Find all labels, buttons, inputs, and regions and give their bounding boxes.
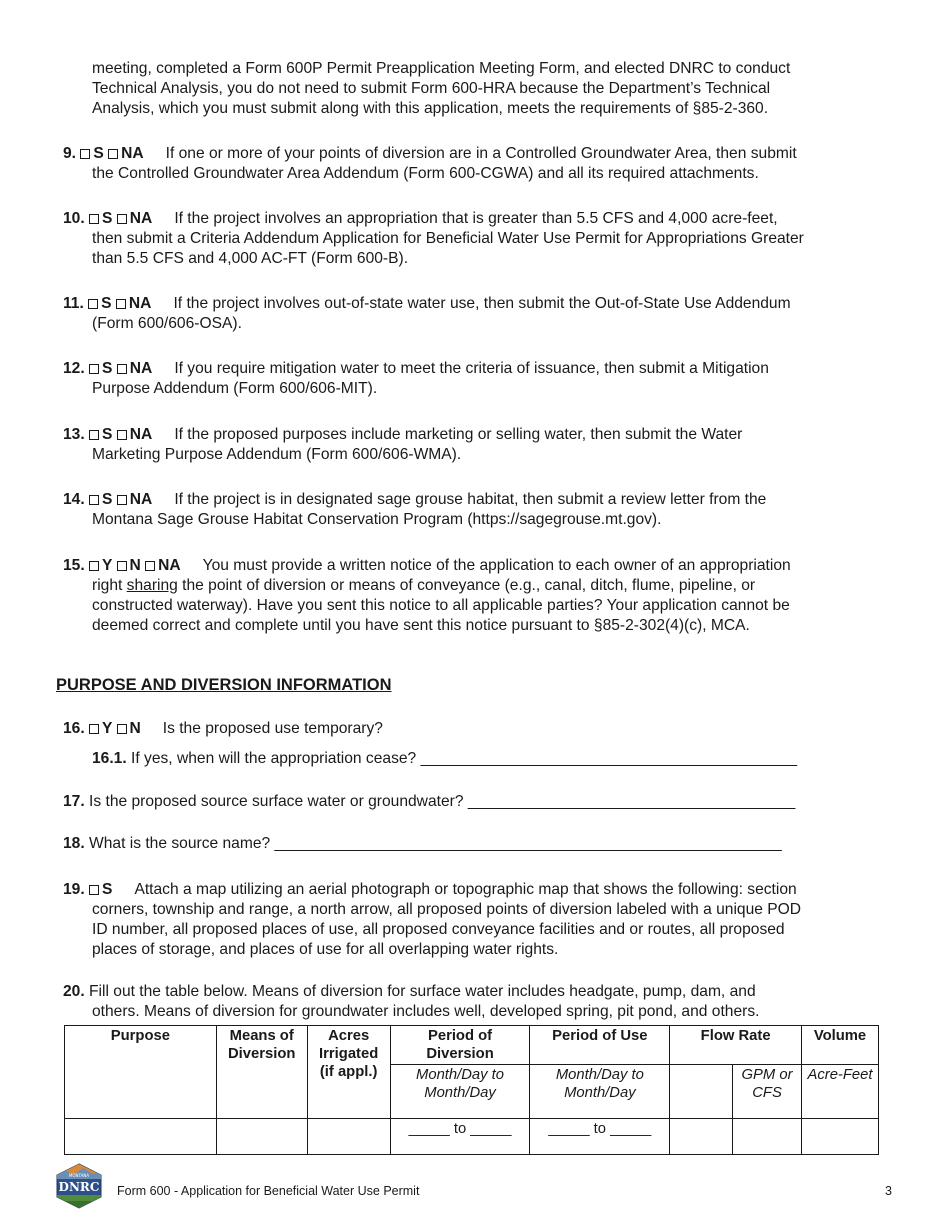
checkbox-s[interactable] bbox=[89, 430, 99, 440]
question-17 bbox=[63, 792, 883, 812]
option-label: N bbox=[129, 720, 141, 737]
footer-form-title: Form 600 - Application for Beneficial Water Use Permit bbox=[117, 1184, 420, 1198]
text-fragment: right bbox=[92, 577, 127, 594]
option-label: NA bbox=[129, 426, 153, 443]
option-label: S bbox=[101, 295, 112, 312]
subheader-period-of-diversion: Month/Day to Month/Day bbox=[390, 1065, 530, 1119]
item-14 bbox=[63, 490, 883, 530]
section-title: PURPOSE AND DIVERSION INFORMATION bbox=[56, 676, 392, 694]
underlined-word: sharing bbox=[126, 577, 178, 594]
option-label: S bbox=[102, 491, 113, 508]
question-text: corners, township and range, a north arrow, all proposed points of diversion labeled with a unique POD bbox=[92, 901, 802, 918]
checkbox-na[interactable] bbox=[117, 430, 127, 440]
checkbox-s[interactable] bbox=[89, 364, 99, 374]
dnrc-logo bbox=[55, 1163, 103, 1209]
item-number: 9. bbox=[63, 145, 77, 162]
item-text: than 5.5 CFS and 4,000 AC-FT (Form 600-B). bbox=[92, 250, 409, 267]
cell-acres-irrigated[interactable] bbox=[307, 1119, 390, 1155]
item-text: If the project is in designated sage grouse habitat, then submit a review letter from the bbox=[174, 491, 767, 508]
item-10 bbox=[63, 209, 883, 269]
intro-line: Technical Analysis, you do not need to submit Form 600-HRA because the Department’s Technical bbox=[92, 80, 771, 97]
cell-period-of-use[interactable]: _____ to _____ bbox=[530, 1119, 670, 1155]
intro-line: Analysis, which you must submit along with this application, meets the requirements of §85-2-360. bbox=[92, 100, 769, 117]
header-period-of-diversion: Period of Diversion bbox=[390, 1026, 530, 1065]
item-number: 19. bbox=[63, 881, 85, 898]
question-text: places of storage, and places of use for all overlapping water rights. bbox=[92, 941, 559, 958]
item-number: 12. bbox=[63, 360, 85, 377]
intro-paragraph bbox=[92, 59, 882, 119]
answer-blank[interactable]: ______________________________________________________________ bbox=[274, 835, 782, 852]
item-text: You must provide a written notice of the application to each owner of an appropriation bbox=[202, 557, 791, 574]
item-text: If one or more of your points of diversion are in a Controlled Groundwater Area, then submit bbox=[165, 145, 797, 162]
intro-line: meeting, completed a Form 600P Permit Preapplication Meeting Form, and elected DNRC to conduct bbox=[92, 60, 791, 77]
question-text: What is the source name? bbox=[89, 835, 271, 852]
question-18 bbox=[63, 834, 883, 854]
item-text: (Form 600/606-OSA). bbox=[92, 315, 242, 332]
item-text bbox=[63, 576, 883, 596]
checkbox-s[interactable] bbox=[89, 885, 99, 895]
option-label: Y bbox=[102, 557, 113, 574]
question-19 bbox=[63, 880, 883, 960]
cell-period-of-diversion[interactable]: _____ to _____ bbox=[390, 1119, 530, 1155]
checkbox-s[interactable] bbox=[89, 214, 99, 224]
cell-purpose[interactable] bbox=[65, 1119, 217, 1155]
cell-means-of-diversion[interactable] bbox=[216, 1119, 307, 1155]
item-text: deemed correct and complete until you have sent this notice pursuant to §85-2-302(4)(c), MCA. bbox=[92, 617, 750, 634]
item-number: 20. bbox=[63, 983, 85, 1000]
option-label: Y bbox=[102, 720, 113, 737]
flow-rate-blank bbox=[670, 1065, 733, 1119]
item-text: If the project involves an appropriation that is greater than 5.5 CFS and 4,000 acre-feet, bbox=[174, 210, 778, 227]
option-label: S bbox=[102, 210, 113, 227]
option-label: NA bbox=[129, 360, 153, 377]
option-label: NA bbox=[121, 145, 144, 162]
option-label: NA bbox=[128, 295, 152, 312]
option-label: S bbox=[102, 360, 113, 377]
page-number: 3 bbox=[885, 1184, 892, 1198]
diversion-table bbox=[64, 1025, 879, 1155]
checkbox-s[interactable] bbox=[89, 495, 99, 505]
item-number: 17. bbox=[63, 793, 85, 810]
question-text: Is the proposed use temporary? bbox=[162, 720, 383, 737]
question-text: If yes, when will the appropriation cease? bbox=[131, 750, 417, 767]
item-number: 15. bbox=[63, 557, 85, 574]
item-text: the Controlled Groundwater Area Addendum (Form 600-CGWA) and all its required attachments. bbox=[92, 165, 759, 182]
item-11 bbox=[63, 294, 883, 334]
item-text: constructed waterway). Have you sent this notice to all applicable parties? Your application cannot be bbox=[92, 597, 790, 614]
item-12 bbox=[63, 359, 883, 399]
option-label: NA bbox=[129, 210, 153, 227]
checkbox-na[interactable] bbox=[117, 214, 127, 224]
item-number: 16. bbox=[63, 720, 85, 737]
question-text: Is the proposed source surface water or groundwater? bbox=[89, 793, 464, 810]
checkbox-n[interactable] bbox=[117, 561, 127, 571]
subheader-volume-unit: Acre-Feet bbox=[801, 1065, 878, 1119]
header-volume: Volume bbox=[801, 1026, 878, 1065]
option-label: NA bbox=[129, 491, 153, 508]
option-label: S bbox=[102, 426, 113, 443]
item-text: Montana Sage Grouse Habitat Conservation Program (https://sagegrouse.mt.gov). bbox=[92, 511, 662, 528]
answer-blank[interactable]: ________________________________________ bbox=[467, 793, 795, 810]
cell-flow-unit[interactable] bbox=[733, 1119, 802, 1155]
header-flow-rate: Flow Rate bbox=[670, 1026, 802, 1065]
checkbox-na[interactable] bbox=[117, 364, 127, 374]
header-purpose: Purpose bbox=[65, 1026, 217, 1119]
item-number: 14. bbox=[63, 491, 85, 508]
header-acres-irrigated: Acres Irrigated (if appl.) bbox=[307, 1026, 390, 1119]
sub-number: 16.1. bbox=[92, 750, 127, 767]
item-15 bbox=[63, 556, 883, 636]
checkbox-na[interactable] bbox=[117, 495, 127, 505]
question-text: Fill out the table below. Means of diversion for surface water includes headgate, pump, dam, and bbox=[89, 983, 756, 1000]
question-16 bbox=[63, 719, 883, 769]
option-label: N bbox=[129, 557, 141, 574]
checkbox-na[interactable] bbox=[145, 561, 155, 571]
option-label: NA bbox=[158, 557, 181, 574]
answer-blank[interactable]: ______________________________________________ bbox=[420, 750, 797, 767]
item-number: 11. bbox=[63, 295, 84, 312]
cell-volume[interactable] bbox=[801, 1119, 878, 1155]
svg-text:DNRC: DNRC bbox=[58, 1180, 100, 1194]
item-text: If the proposed purposes include marketing or selling water, then submit the Water bbox=[174, 426, 743, 443]
item-text: then submit a Criteria Addendum Application for Beneficial Water Use Permit for Appropriations Greater bbox=[92, 230, 804, 247]
item-number: 13. bbox=[63, 426, 85, 443]
checkbox-n[interactable] bbox=[117, 724, 127, 734]
checkbox-s[interactable] bbox=[80, 149, 90, 159]
option-label: S bbox=[93, 145, 104, 162]
checkbox-y[interactable] bbox=[89, 724, 99, 734]
sub-question-16-1 bbox=[63, 749, 883, 769]
subheader-period-of-use: Month/Day to Month/Day bbox=[530, 1065, 670, 1119]
question-text: Attach a map utilizing an aerial photograph or topographic map that shows the following: section bbox=[134, 881, 797, 898]
item-number: 18. bbox=[63, 835, 85, 852]
checkbox-na[interactable] bbox=[108, 149, 118, 159]
svg-text:MONTANA: MONTANA bbox=[68, 1173, 90, 1178]
item-number: 10. bbox=[63, 210, 85, 227]
cell-flow-rate[interactable] bbox=[670, 1119, 733, 1155]
checkbox-na[interactable] bbox=[116, 299, 126, 309]
checkbox-s[interactable] bbox=[88, 299, 98, 309]
question-20 bbox=[63, 982, 883, 1022]
item-text: Marketing Purpose Addendum (Form 600/606-WMA). bbox=[92, 446, 462, 463]
header-period-of-use: Period of Use bbox=[530, 1026, 670, 1065]
item-text: Purpose Addendum (Form 600/606-MIT). bbox=[92, 380, 378, 397]
item-13 bbox=[63, 425, 883, 465]
item-text: If you require mitigation water to meet the criteria of issuance, then submit a Mitigation bbox=[174, 360, 769, 377]
question-text: ID number, all proposed places of use, all proposed conveyance facilities and or routes, all proposed bbox=[92, 921, 785, 938]
checkbox-y[interactable] bbox=[89, 561, 99, 571]
header-means-of-diversion: Means of Diversion bbox=[216, 1026, 307, 1119]
item-text: If the project involves out-of-state water use, then submit the Out-of-State Use Addendum bbox=[173, 295, 791, 312]
question-text: others. Means of diversion for groundwater includes well, developed spring, pit pond, and others. bbox=[92, 1003, 760, 1020]
item-9 bbox=[63, 144, 883, 184]
subheader-flow-unit: GPM or CFS bbox=[733, 1065, 802, 1119]
option-label: S bbox=[102, 881, 113, 898]
text-fragment: the point of diversion or means of conveyance (e.g., canal, ditch, flume, pipeline, or bbox=[177, 577, 756, 594]
